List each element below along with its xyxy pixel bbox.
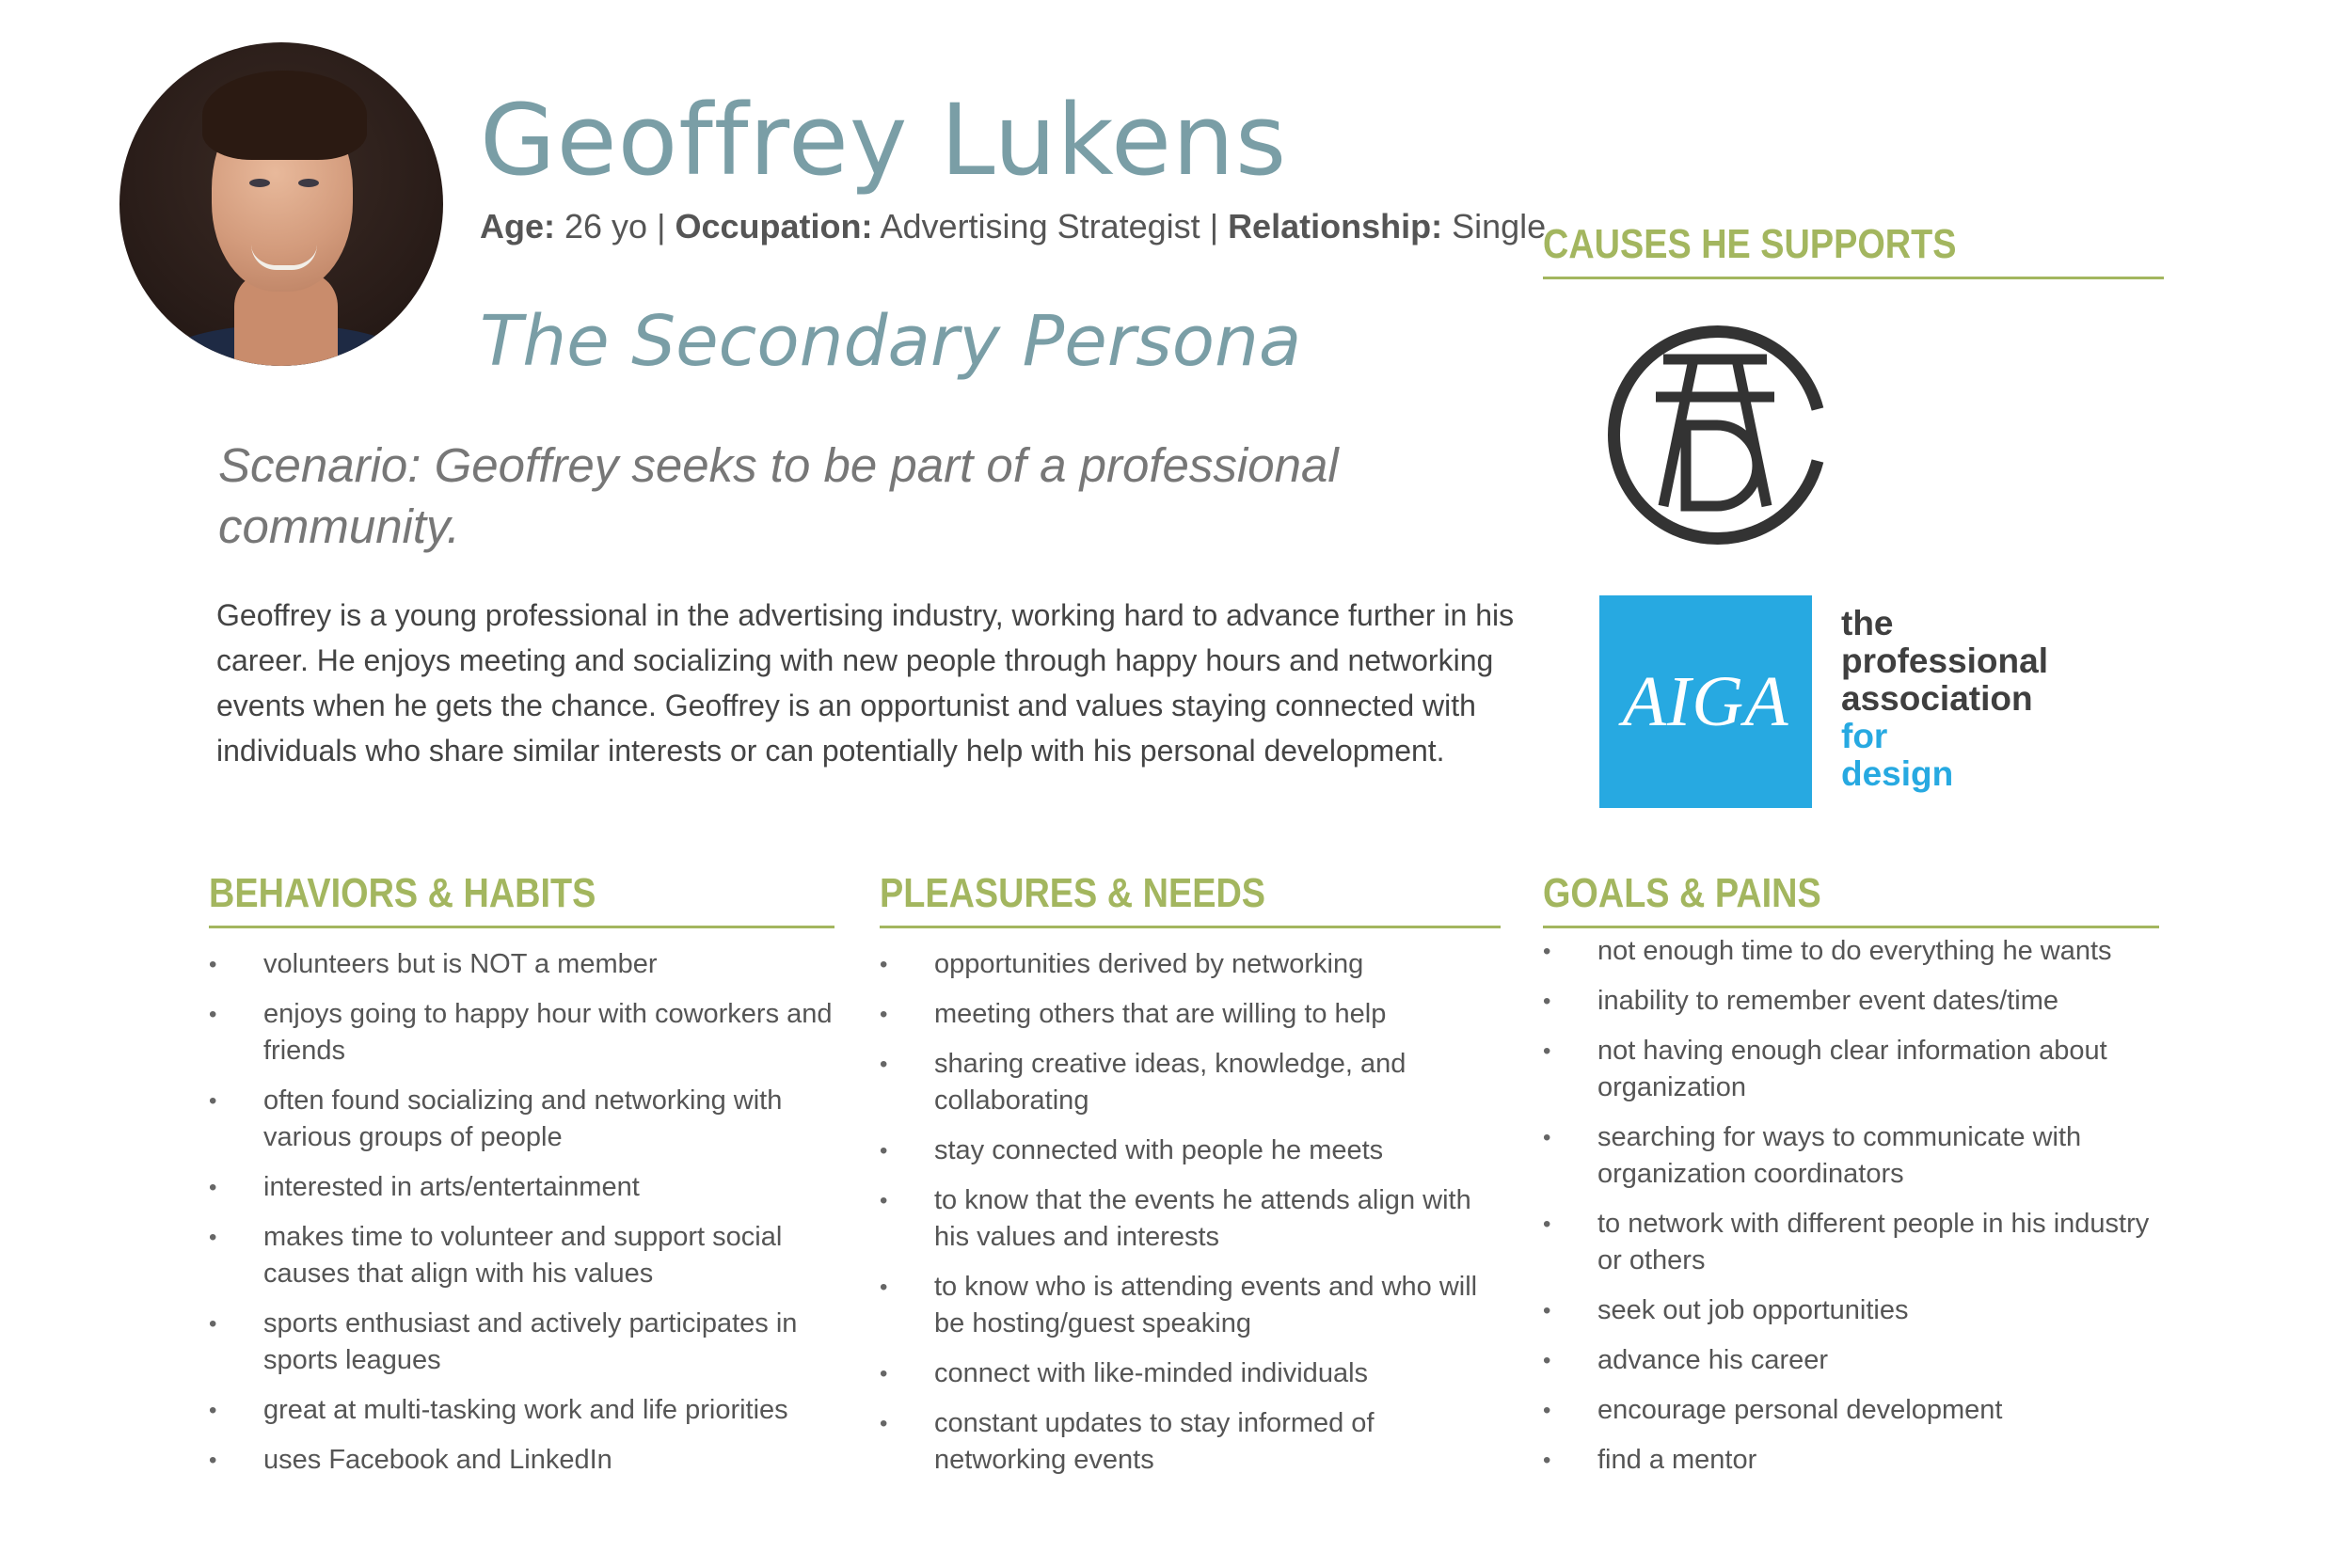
list-item: • find a mentor	[1543, 1442, 2164, 1479]
causes-section	[1543, 218, 2164, 279]
persona-meta	[480, 207, 1546, 246]
behaviors-heading: BEHAVIORS & HABITS	[209, 870, 596, 916]
list-item: • interested in arts/entertainment	[209, 1169, 839, 1206]
relationship-label: Relationship:	[1228, 207, 1443, 245]
list-item: • meeting others that are willing to help	[880, 996, 1501, 1033]
occupation-value: Advertising Strategist	[880, 207, 1200, 245]
list-item: • not having enough clear information about organization	[1543, 1033, 2164, 1106]
aiga-tagline-line: association	[1841, 679, 2033, 718]
aiga-tagline-line: professional	[1841, 641, 2048, 680]
age-label: Age:	[480, 207, 555, 245]
list-item: • enjoys going to happy hour with coworkers and friends	[209, 996, 839, 1069]
list-item: • volunteers but is NOT a member	[209, 946, 839, 983]
persona-type: The Secondary Persona	[480, 301, 1302, 382]
pleasures-divider	[880, 926, 1501, 928]
causes-heading: CAUSES HE SUPPORTS	[1543, 221, 1957, 267]
behaviors-list	[209, 946, 839, 1492]
aiga-logo-text: AIGA	[1622, 661, 1789, 741]
list-item: • great at multi-tasking work and life priorities	[209, 1392, 839, 1429]
list-item: • searching for ways to communicate with organization coordinators	[1543, 1119, 2164, 1193]
od-monogram-logo	[1599, 320, 1830, 550]
scenario-text: Scenario: Geoffrey seeks to be part of a professional community.	[218, 438, 1339, 553]
goals-heading: GOALS & PAINS	[1543, 870, 1821, 916]
persona-description: Geoffrey is a young professional in the advertising industry, working hard to advance further in his career. He enjoys meeting and socializing with new people through happy hours and networking events when he gets the chance. Geoffrey is an opportunist and values staying connected with individuals who share similar interests or can potentially help with his personal development.	[216, 598, 1515, 768]
list-item: • seek out job opportunities	[1543, 1292, 2164, 1329]
occupation-label: Occupation:	[675, 207, 873, 245]
list-item: • makes time to volunteer and support social causes that align with his values	[209, 1219, 839, 1292]
list-item: • sharing creative ideas, knowledge, and collaborating	[880, 1046, 1501, 1119]
list-item: • stay connected with people he meets	[880, 1132, 1501, 1169]
aiga-tagline-line: the	[1841, 604, 1894, 642]
list-item: • constant updates to stay informed of networking events	[880, 1405, 1501, 1479]
list-item: • to network with different people in his industry or others	[1543, 1206, 2164, 1279]
list-item: • to know who is attending events and who will be hosting/guest speaking	[880, 1269, 1501, 1342]
list-item: • not enough time to do everything he wants	[1543, 933, 2164, 970]
avatar-photo	[119, 42, 443, 366]
behaviors-divider	[209, 926, 834, 928]
age-value: 26 yo	[564, 207, 648, 245]
pleasures-list	[880, 946, 1501, 1492]
list-item: • connect with like-minded individuals	[880, 1355, 1501, 1392]
goals-divider	[1543, 926, 2159, 928]
relationship-value: Single	[1452, 207, 1547, 245]
list-item: • to know that the events he attends align with his values and interests	[880, 1182, 1501, 1256]
goals-section	[1543, 867, 2159, 928]
list-item: • advance his career	[1543, 1342, 2164, 1379]
list-item: • sports enthusiast and actively participates in sports leagues	[209, 1306, 839, 1379]
list-item: • opportunities derived by networking	[880, 946, 1501, 983]
persona-name: Geoffrey Lukens	[480, 83, 1288, 198]
aiga-tagline-line: for	[1841, 717, 1888, 755]
list-item: • encourage personal development	[1543, 1392, 2164, 1429]
pleasures-section	[880, 867, 1501, 928]
separator: |	[657, 207, 666, 245]
list-item: • uses Facebook and LinkedIn	[209, 1442, 839, 1479]
aiga-tagline	[1841, 605, 2048, 793]
pleasures-heading: PLEASURES & NEEDS	[880, 870, 1266, 916]
causes-divider	[1543, 277, 2164, 279]
list-item: • often found socializing and networking with various groups of people	[209, 1083, 839, 1156]
behaviors-section	[209, 867, 834, 928]
aiga-logo	[1599, 595, 1812, 808]
list-item: • inability to remember event dates/time	[1543, 983, 2164, 1020]
separator: |	[1209, 207, 1219, 245]
goals-list	[1543, 933, 2164, 1492]
aiga-tagline-line: design	[1841, 754, 1954, 793]
